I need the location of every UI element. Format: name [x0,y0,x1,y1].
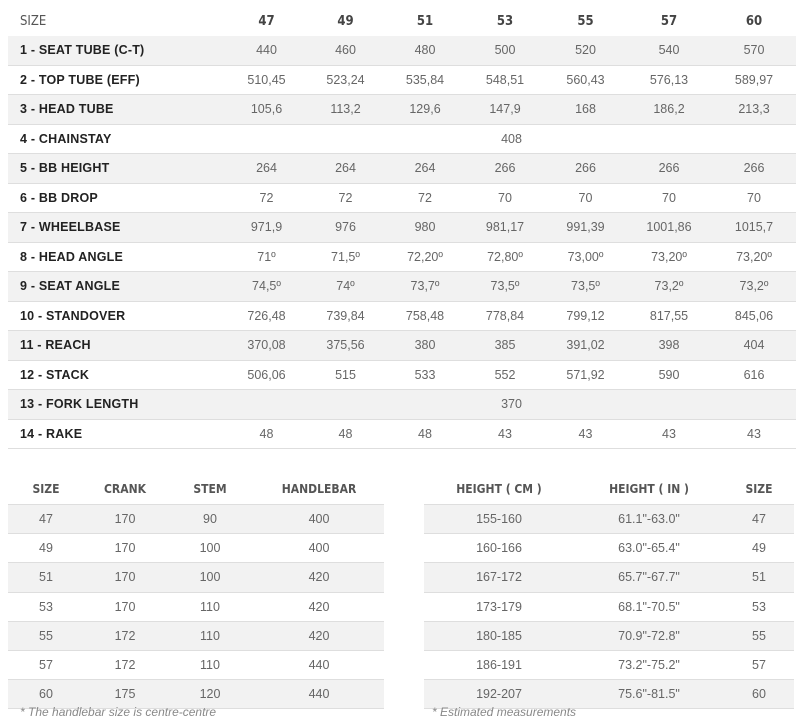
size-header: 49 [337,13,354,29]
measurement-value: 817,55 [649,308,689,323]
geometry-row [8,242,796,272]
height-cm-cell: 160-166 [476,541,522,556]
geometry-header-row [8,6,796,36]
table-row [8,563,384,592]
measurement-value: 186,2 [653,102,685,117]
measurement-value: 71º [257,249,276,264]
measurement-value: 540 [658,43,680,58]
height-in-cell: 68.1"-70.5" [618,599,680,614]
component-cell: 170 [114,512,136,527]
component-cell: 60 [39,687,53,702]
measurement-value: 589,97 [734,72,774,87]
component-cell: 175 [114,687,136,702]
measurement-value: 71,5º [331,249,360,264]
component-cell: 170 [114,570,136,585]
measurement-value: 73,00º [567,249,604,264]
component-cell: 170 [114,599,136,614]
height-cm-cell: 180-185 [476,628,522,643]
component-cell: 90 [203,512,217,527]
geometry-row [8,154,796,184]
measurement-value: 976 [335,220,356,235]
geometry-size-header: SIZE [20,13,47,29]
component-cell: 47 [39,512,53,527]
table-row [8,650,384,679]
height-in-cell: 61.1"-63.0" [618,512,680,527]
measurement-value: 500 [494,43,516,58]
table-row [8,534,384,563]
height-in-cell: 65.7"-67.7" [618,570,680,585]
size-cell: 53 [752,599,766,614]
measurement-value: 213,3 [738,102,770,117]
measurement-value: 571,92 [566,367,605,382]
height-guide-header: HEIGHT ( CM ) [456,481,542,496]
measurement-label: 7 - WHEELBASE [20,220,121,235]
table-row [424,505,794,534]
height-in-cell: 75.6"-81.5" [618,687,680,702]
measurement-value: 73,5º [490,279,520,294]
components-table [8,473,384,709]
component-cell: 49 [39,541,53,556]
measurement-value-all-sizes: 370 [501,397,522,412]
measurement-value: 398 [658,338,680,353]
measurement-value: 72 [259,190,274,205]
measurement-value: 70 [578,190,593,205]
size-header: 47 [258,13,275,29]
measurement-label: 9 - SEAT ANGLE [20,279,121,294]
height-cm-cell: 192-207 [476,687,522,702]
measurement-value: 73,20º [736,249,772,264]
table-row [424,650,794,679]
measurement-value: 560,43 [566,72,605,87]
measurement-label: 3 - HEAD TUBE [20,102,114,117]
component-cell: 440 [308,687,330,702]
geometry-row [8,419,796,449]
size-header: 55 [577,13,594,29]
component-cell: 440 [308,658,330,673]
measurement-label: 10 - STANDOVER [20,308,126,323]
component-cell: 110 [200,658,220,673]
measurement-value: 799,12 [566,308,605,323]
measurement-value-all-sizes: 408 [501,131,522,146]
measurement-value: 1001,86 [646,220,692,235]
measurement-label: 1 - SEAT TUBE (C-T) [20,43,145,58]
measurement-value: 535,84 [405,72,445,87]
measurement-label: 4 - CHAINSTAY [20,131,112,146]
height-in-cell: 63.0"-65.4" [618,541,680,556]
geometry-row [8,301,796,331]
measurement-value: 113,2 [330,102,361,117]
geometry-row [8,360,796,390]
measurement-value: 72,20º [407,249,443,264]
size-header: 60 [745,13,763,29]
measurement-value: 266 [494,161,516,176]
measurement-value: 404 [743,338,765,353]
measurement-value: 981,17 [485,220,525,235]
measurement-value: 43 [747,426,761,441]
size-cell: 51 [752,570,766,585]
height-guide-header-row [424,473,794,505]
measurement-value: 72 [418,190,432,205]
component-cell: 420 [308,599,330,614]
height-in-cell: 73.2"-75.2" [618,658,680,673]
geometry-row [8,331,796,361]
measurement-value: 48 [338,426,353,441]
component-header: STEM [193,481,227,496]
handlebar-footnote: * The handlebar size is centre-centre [20,705,217,719]
geometry-row [8,124,796,154]
table-row [8,592,384,621]
measurement-label: 8 - HEAD ANGLE [20,249,124,264]
measurement-value: 70 [498,190,512,205]
measurement-value: 570 [743,43,765,58]
measurement-value: 778,84 [485,308,525,323]
component-cell: 420 [308,628,330,643]
table-row [424,592,794,621]
table-row [424,621,794,650]
size-header: 57 [660,13,678,29]
component-header: HANDLEBAR [281,481,357,496]
measurement-label: 5 - BB HEIGHT [20,161,110,176]
height-cm-cell: 167-172 [476,570,522,585]
height-cm-cell: 186-191 [476,658,522,673]
height-cm-cell: 155-160 [476,512,522,527]
size-cell: 55 [752,628,766,643]
measurement-value: 480 [414,43,436,58]
measurement-value: 43 [498,426,512,441]
measurement-value: 523,24 [326,72,365,87]
geometry-table [8,6,796,449]
geometry-row [8,36,796,65]
measurement-value: 73,5º [571,279,600,294]
height-guide-header: SIZE [745,481,773,496]
measurement-value: 726,48 [247,308,286,323]
component-cell: 57 [39,658,53,673]
measurement-value: 129,6 [409,102,441,117]
component-cell: 400 [308,512,330,527]
measurement-value: 533 [414,367,436,382]
measurement-value: 548,51 [485,72,525,87]
table-row [424,563,794,592]
table-row [424,534,794,563]
geometry-row [8,95,796,125]
measurement-label: 2 - TOP TUBE (EFF) [20,72,140,87]
measurement-value: 971,9 [250,220,283,235]
measurement-value: 73,2º [739,279,769,294]
measurement-value: 520 [575,43,596,58]
measurement-value: 73,20º [651,249,687,264]
component-cell: 110 [200,628,220,643]
component-header: SIZE [32,481,60,496]
height-in-cell: 70.9"-72.8" [618,628,680,643]
measurement-value: 264 [256,161,277,176]
measurement-value: 739,84 [326,308,365,323]
components-header-row [8,473,384,505]
measurement-value: 552 [494,367,516,382]
component-cell: 55 [39,628,53,643]
measurement-label: 14 - RAKE [20,426,83,441]
measurement-label: 13 - FORK LENGTH [20,397,139,412]
table-row [8,621,384,650]
measurement-value: 266 [658,161,680,176]
measurement-value: 391,02 [566,338,605,353]
measurement-label: 6 - BB DROP [20,190,98,205]
measurement-value: 74,5º [252,279,281,294]
component-cell: 120 [199,687,221,702]
measurement-value: 48 [259,426,274,441]
component-cell: 172 [114,628,136,643]
component-cell: 53 [39,599,53,614]
height-guide-header: HEIGHT ( IN ) [609,481,689,496]
component-cell: 420 [308,570,330,585]
component-cell: 100 [199,541,221,556]
component-cell: 400 [308,541,330,556]
measurement-value: 43 [578,426,593,441]
measurement-value: 845,06 [734,308,774,323]
size-cell: 47 [752,512,766,527]
size-cell: 49 [752,541,766,556]
measurement-value: 43 [662,426,676,441]
measurement-value: 980 [414,220,436,235]
geometry-row [8,213,796,243]
measurement-value: 73,7º [410,279,440,294]
measurement-value: 266 [575,161,596,176]
size-header: 53 [496,13,514,29]
measurement-label: 11 - REACH [20,338,91,353]
geometry-row [8,390,796,420]
component-cell: 170 [114,541,136,556]
measurement-value: 758,48 [405,308,445,323]
measurement-value: 70 [747,190,761,205]
measurement-value: 576,13 [649,72,689,87]
height-cm-cell: 173-179 [476,599,522,614]
measurement-value: 264 [414,161,436,176]
measurement-value: 510,45 [247,72,286,87]
measurement-value: 991,39 [566,220,605,235]
measurement-label: 12 - STACK [20,367,90,382]
component-header: CRANK [104,481,146,496]
estimate-footnote: * Estimated measurements [432,705,577,719]
component-cell: 172 [114,658,136,673]
measurement-value: 48 [418,426,432,441]
measurement-value: 72 [338,190,353,205]
measurement-value: 616 [743,367,765,382]
measurement-value: 264 [335,161,356,176]
height-guide-table [424,473,794,709]
geometry-row [8,65,796,95]
measurement-value: 590 [658,367,680,382]
measurement-value: 74º [336,279,355,294]
measurement-value: 72,80º [487,249,523,264]
size-cell: 57 [752,658,766,673]
measurement-value: 105,6 [250,102,283,117]
table-row [8,505,384,534]
size-header: 51 [416,13,434,29]
measurement-value: 1015,7 [734,220,774,235]
geometry-row [8,183,796,213]
measurement-value: 515 [335,367,356,382]
measurement-value: 385 [494,338,516,353]
measurement-value: 73,2º [654,279,684,294]
measurement-value: 440 [256,43,277,58]
size-cell: 60 [752,687,766,702]
measurement-value: 460 [335,43,356,58]
measurement-value: 266 [743,161,765,176]
component-cell: 51 [39,570,53,585]
measurement-value: 168 [575,102,596,117]
measurement-value: 70 [662,190,676,205]
measurement-value: 370,08 [247,338,286,353]
component-cell: 110 [200,599,220,614]
measurement-value: 380 [414,338,436,353]
geometry-row [8,272,796,302]
measurement-value: 375,56 [326,338,365,353]
measurement-value: 506,06 [247,367,286,382]
measurement-value: 147,9 [489,102,521,117]
component-cell: 100 [199,570,221,585]
